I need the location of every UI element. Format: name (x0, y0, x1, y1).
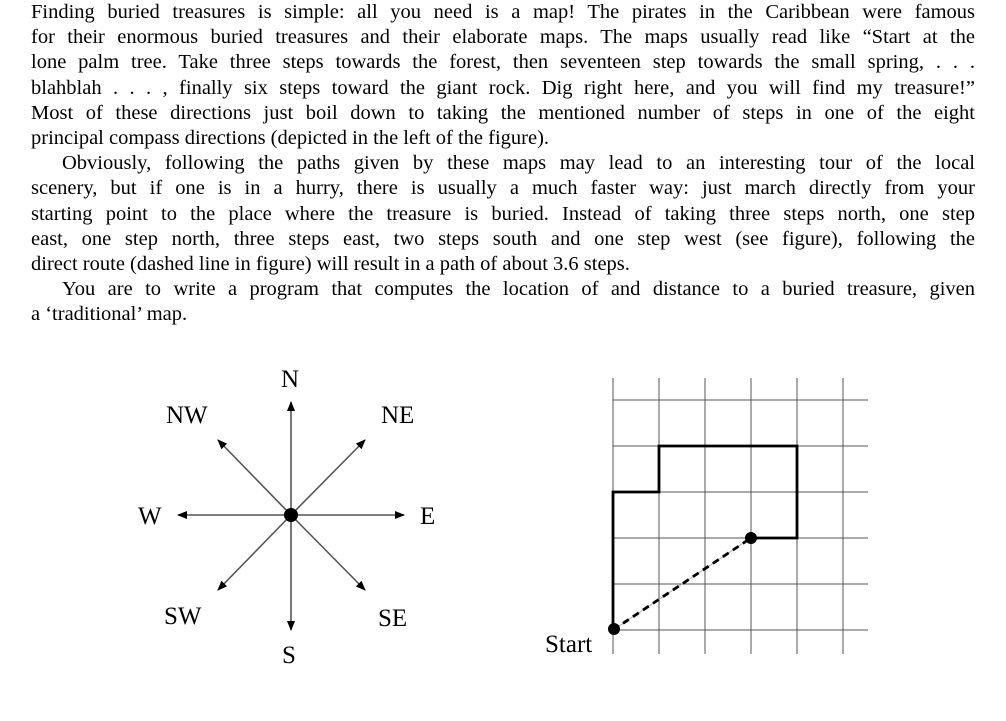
arrow-nw (218, 440, 291, 515)
text-line: starting point to the place where the treasure is buried. Instead of taking three steps north, one step (31, 202, 975, 225)
arrow-se (291, 515, 365, 590)
text-line: for their enormous buried treasures and their elaborate maps. The maps usually read like “Start at the (31, 26, 975, 49)
text-line: scenery, but if one is in a hurry, there is usually a much faster way: just march directly from your (31, 177, 975, 200)
text-line: Finding buried treasures is simple: all you need is a map! The pirates in the Caribbean were famous (31, 1, 975, 23)
label-w: W (138, 503, 162, 530)
text-line: principal compass directions (depicted in the left of the figure). (31, 126, 550, 149)
start-label: Start (545, 631, 593, 658)
label-ne: NE (381, 402, 415, 429)
compass-rose (138, 366, 435, 669)
arrow-ne (291, 440, 365, 515)
label-sw: SW (164, 603, 202, 630)
text-line: blahblah . . . , finally six steps toward the giant rock. Dig right here, and you will find my treasure!” (31, 76, 975, 99)
treasure-grid (545, 378, 868, 658)
label-nw: NW (166, 402, 208, 429)
compass-center-dot (284, 508, 298, 522)
text-line: Obviously, following the paths given by these maps may lead to an interesting tour of the local (62, 152, 975, 175)
label-se: SE (378, 605, 408, 632)
start-dot (608, 623, 620, 635)
text-line: lone palm tree. Take three steps towards the forest, then seventeen step towards the small spring, . . . (31, 51, 975, 74)
label-e: E (420, 503, 436, 530)
text-line: direct route (dashed line in figure) will result in a path of about 3.6 steps. (31, 252, 630, 275)
text-line: east, one step north, three steps east, two steps south and one step west (see figure), following the (31, 227, 975, 250)
text-line: Most of these directions just boil down to taking the mentioned number of steps in one of the eight (31, 101, 975, 124)
text-line: a ‘traditional’ map. (31, 303, 188, 326)
text-line: You are to write a program that computes the location of and distance to a buried treasure, given (62, 278, 975, 301)
label-n: N (281, 366, 300, 393)
arrow-sw (218, 515, 291, 590)
treasure-dot (745, 532, 757, 544)
label-s: S (282, 642, 296, 669)
